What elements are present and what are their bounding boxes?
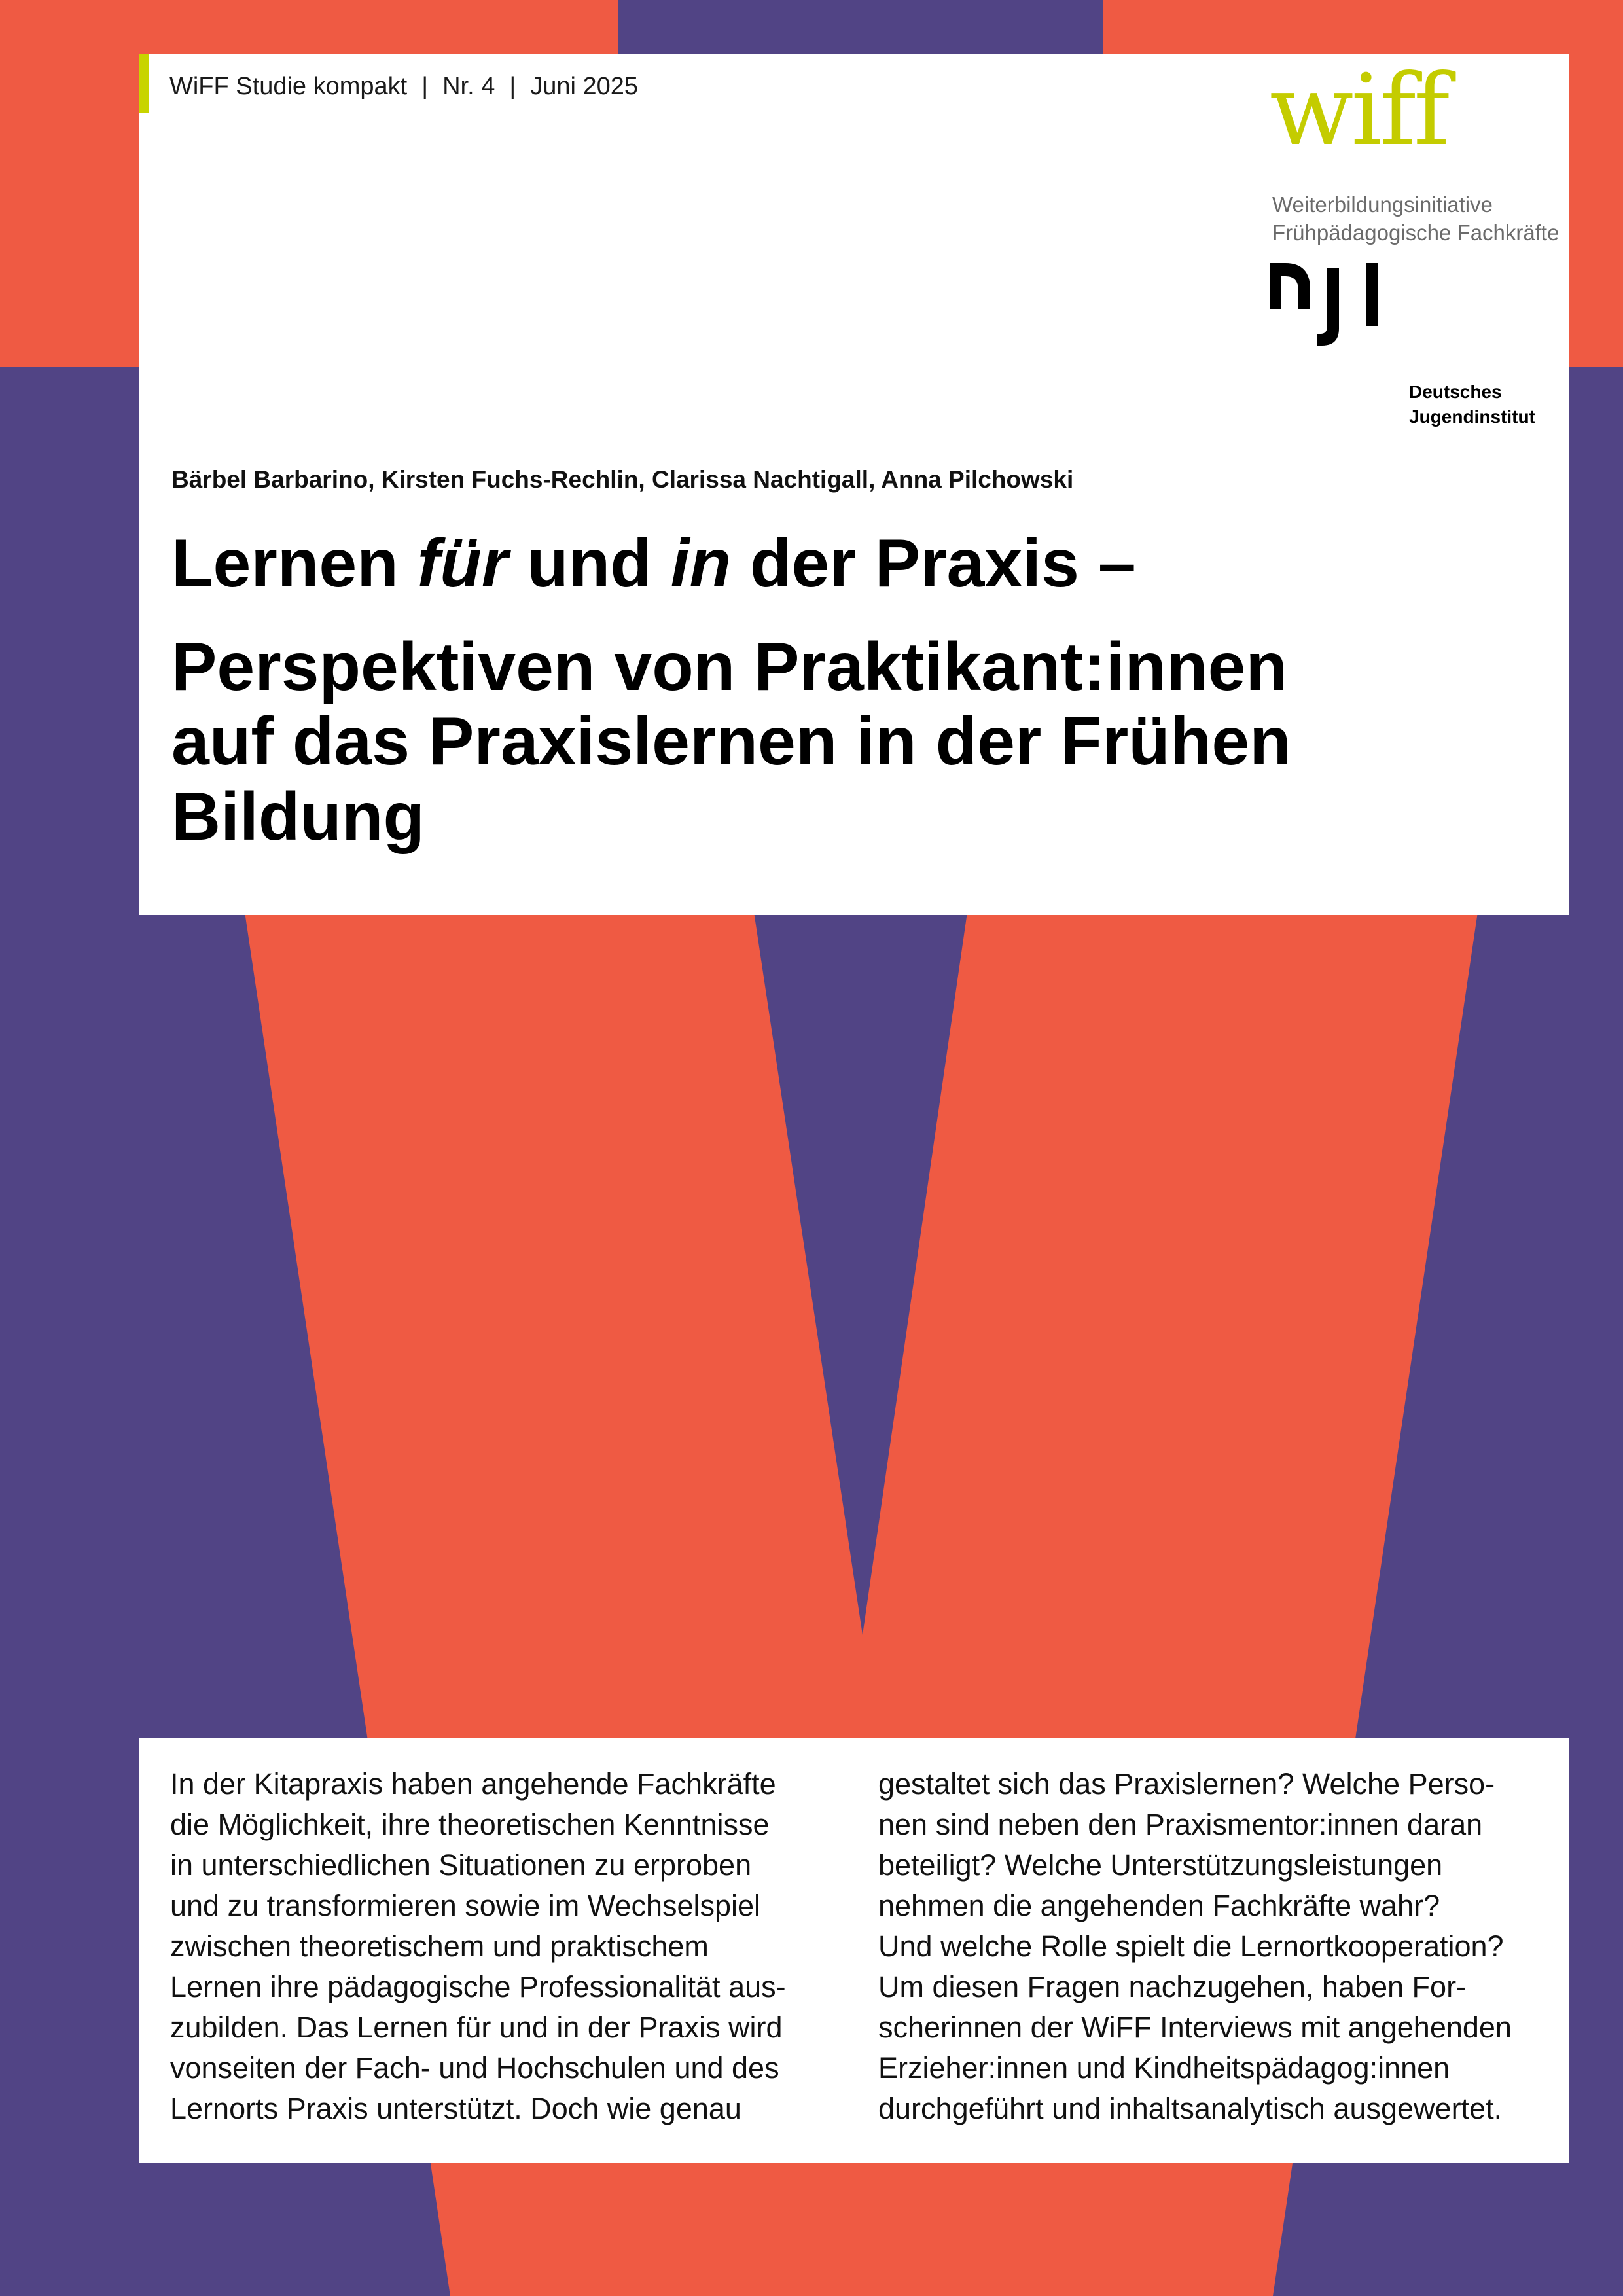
dji-logo-icon <box>1270 263 1394 348</box>
abstract-line: vonseiten der Fach- und Hochschulen und des <box>170 2051 779 2085</box>
abstract-line: Erzieher:innen und Kindheitspädagog:innen <box>878 2051 1450 2085</box>
page-subtitle <box>171 630 1546 854</box>
dji-logo <box>1270 263 1558 433</box>
abstract-line: Lernorts Praxis unterstützt. Doch wie genau <box>170 2092 741 2125</box>
abstract-left-column <box>170 1764 838 2129</box>
title-part: und <box>508 526 671 601</box>
abstract-line: Um diesen Fragen nachzugehen, haben For- <box>878 1970 1467 2003</box>
abstract-line: scherinnen der WiFF Interviews mit angehenden <box>878 2011 1512 2044</box>
abstract-card <box>139 1738 1569 2163</box>
title-part: der Praxis – <box>731 526 1136 601</box>
series-separator: | <box>509 73 516 100</box>
dji-text-line: Jugendinstitut <box>1409 406 1535 427</box>
wiff-subtitle-line: Frühpädagogische Fachkräfte <box>1272 220 1560 245</box>
subtitle-line: Perspektiven von Praktikant:innen <box>171 629 1287 705</box>
abstract-line: und zu transformieren sowie im Wechselspiel <box>170 1889 761 1922</box>
abstract-line: zwischen theoretischem und praktischem <box>170 1929 709 1963</box>
authors: Bärbel Barbarino, Kirsten Fuchs-Rechlin, Clarissa Nachtigall, Anna Pilchowski <box>171 466 1074 493</box>
abstract-line: zubilden. Das Lernen für und in der Praxis wird <box>170 2011 783 2044</box>
header-card <box>139 54 1569 915</box>
abstract-line: durchgeführt und inhaltsanalytisch ausgewertet. <box>878 2092 1503 2125</box>
series-name: WiFF Studie kompakt <box>169 73 408 100</box>
dji-text <box>1409 380 1535 429</box>
abstract-line: beteiligt? Welche Unterstützungsleistungen <box>878 1848 1443 1882</box>
subtitle-line: auf das Praxislernen in der Frühen <box>171 704 1291 780</box>
abstract-line: gestaltet sich das Praxislernen? Welche Perso- <box>878 1767 1495 1801</box>
abstract-line: nehmen die angehenden Fachkräfte wahr? <box>878 1889 1440 1922</box>
title-emphasis: für <box>417 526 508 601</box>
dji-text-line: Deutsches <box>1409 382 1502 402</box>
wiff-logo <box>1270 54 1560 245</box>
series-separator: | <box>421 73 429 100</box>
abstract-line: die Möglichkeit, ihre theoretischen Kenntnisse <box>170 1808 770 1841</box>
abstract-line: In der Kitapraxis haben angehende Fachkräfte <box>170 1767 776 1801</box>
abstract-line: nen sind neben den Praxismentor:innen daran <box>878 1808 1483 1841</box>
series-line <box>169 72 638 102</box>
abstract-line: Und welche Rolle spielt die Lernortkooperation? <box>878 1929 1504 1963</box>
subtitle-line: Bildung <box>171 778 425 855</box>
wiff-wordmark: wiff <box>1270 54 1448 168</box>
abstract-line: in unterschiedlichen Situationen zu erproben <box>170 1848 752 1882</box>
series-number: Nr. 4 <box>442 73 495 100</box>
wiff-subtitle-line: Weiterbildungsinitiative <box>1272 192 1493 217</box>
abstract-line: Lernen ihre pädagogische Professionalität aus- <box>170 1970 786 2003</box>
abstract-right-column <box>878 1764 1546 2129</box>
series-date: Juni 2025 <box>530 73 639 100</box>
series-accent-bar <box>139 54 149 113</box>
wiff-subtitle <box>1272 191 1559 247</box>
title-emphasis: in <box>670 526 732 601</box>
page-title <box>171 526 1136 601</box>
title-part: Lernen <box>171 526 418 601</box>
